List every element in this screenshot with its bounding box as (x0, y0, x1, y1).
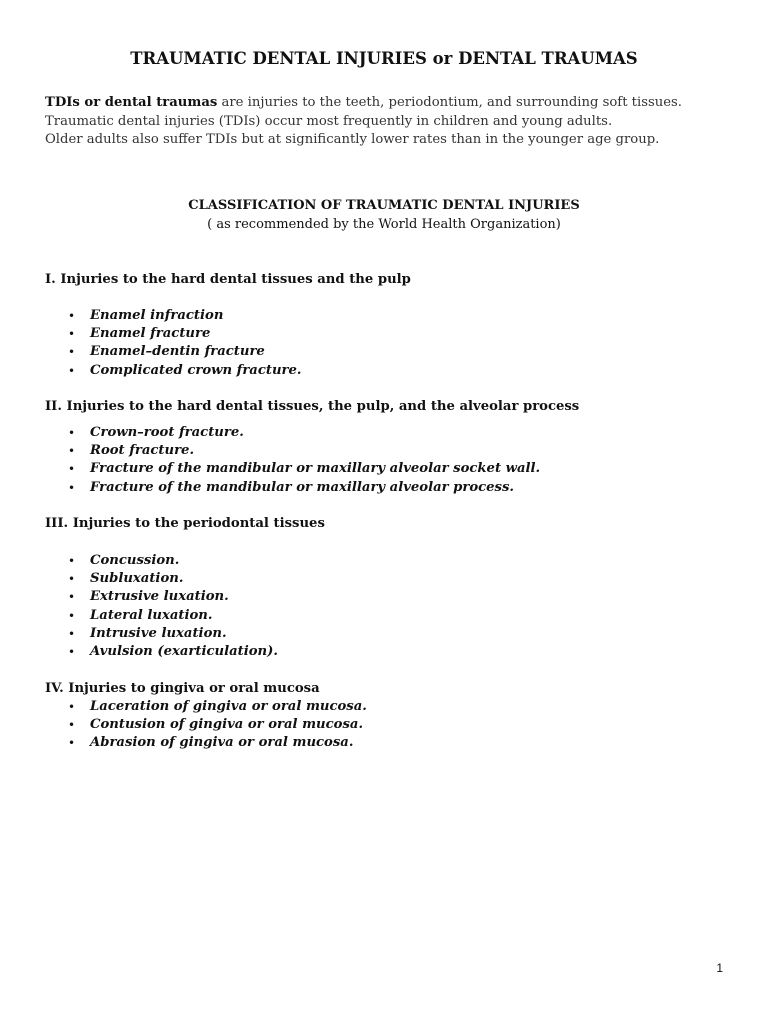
page-number: 1 (716, 961, 723, 975)
list-item-text: Enamel infraction (90, 308, 224, 323)
list-item-text: Lateral luxation. (90, 607, 213, 623)
list-item-text: Fracture of the mandibular or maxillary alveolar process. (90, 479, 514, 495)
list-item (45, 307, 735, 325)
list-item-text: Contusion of gingiva or oral mucosa. (90, 717, 364, 733)
section-2 (45, 398, 735, 497)
section-3 (45, 515, 735, 661)
intro-line-3: Older adults also suffer TDIs but at significantly lower rates than in the younger age group. (45, 132, 660, 147)
section-list (45, 424, 735, 497)
bullet-icon: • (68, 462, 76, 477)
list-item-text: Root fracture. (90, 443, 195, 459)
list-item (45, 424, 735, 442)
list-item (45, 698, 735, 716)
bullet-icon: • (68, 327, 76, 342)
section-4 (45, 680, 735, 753)
intro-bold-lead: TDIs or dental traumas (45, 95, 218, 110)
list-item (45, 442, 735, 460)
section-1 (45, 271, 735, 380)
intro-line-2: Traumatic dental injuries (TDIs) occur most frequently in children and young adults. (45, 113, 613, 129)
list-item (45, 734, 735, 752)
section-heading: II. Injuries to the hard dental tissues, the pulp, and the alveolar process (45, 399, 580, 414)
list-item-text: Concussion. (90, 553, 180, 568)
section-list (45, 552, 735, 661)
list-item (45, 460, 735, 478)
bullet-icon: • (68, 736, 76, 751)
list-item-text: Complicated crown fracture. (90, 362, 302, 378)
list-item (45, 343, 735, 361)
list-item-text: Crown–root fracture. (90, 425, 244, 440)
section-list (45, 307, 735, 380)
bullet-icon: • (68, 590, 76, 605)
bullet-icon: • (68, 554, 76, 568)
classification-subtitle: ( as recommended by the World Health Organization) (207, 217, 561, 232)
list-item (45, 325, 735, 343)
bullet-icon: • (68, 700, 76, 714)
list-item (45, 716, 735, 734)
list-item-text: Abrasion of gingiva or oral mucosa. (90, 735, 354, 751)
list-item-text: Enamel fracture (90, 326, 211, 342)
list-item (45, 362, 735, 380)
bullet-icon: • (68, 626, 76, 641)
list-item-text: Intrusive luxation. (90, 625, 227, 641)
list-item (45, 552, 735, 570)
list-item-text: Enamel–dentin fracture (90, 344, 265, 360)
list-item-text: Subluxation. (90, 571, 184, 587)
list-item (45, 643, 735, 661)
list-item (45, 570, 735, 588)
section-list (45, 698, 735, 753)
list-item (45, 588, 735, 606)
list-item (45, 479, 735, 497)
section-heading: I. Injuries to the hard dental tissues and the pulp (45, 272, 411, 287)
intro-line-1-rest: are injuries to the teeth, periodontium, and surrounding soft tissues. (217, 95, 682, 110)
bullet-icon: • (68, 645, 76, 660)
document-title: TRAUMATIC DENTAL INJURIES or DENTAL TRAUMAS (130, 49, 638, 68)
bullet-icon: • (68, 572, 76, 587)
bullet-icon: • (68, 309, 76, 323)
intro-line-1 (45, 94, 735, 113)
list-item-text: Extrusive luxation. (90, 589, 229, 605)
bullet-icon: • (68, 608, 76, 623)
bullet-icon: • (68, 718, 76, 733)
list-item (45, 607, 735, 625)
list-item-text: Laceration of gingiva or oral mucosa. (90, 699, 367, 714)
section-heading: III. Injuries to the periodontal tissues (45, 516, 325, 531)
bullet-icon: • (68, 426, 76, 440)
intro-paragraph (45, 94, 735, 150)
list-item (45, 625, 735, 643)
section-heading: IV. Injuries to gingiva or oral mucosa (45, 681, 320, 696)
list-item-text: Avulsion (exarticulation). (90, 644, 278, 660)
list-item-text: Fracture of the mandibular or maxillary alveolar socket wall. (90, 461, 541, 477)
bullet-icon: • (68, 345, 76, 360)
classification-title: CLASSIFICATION OF TRAUMATIC DENTAL INJURIES (188, 198, 580, 213)
bullet-icon: • (68, 363, 76, 378)
bullet-icon: • (68, 480, 76, 495)
bullet-icon: • (68, 444, 76, 459)
